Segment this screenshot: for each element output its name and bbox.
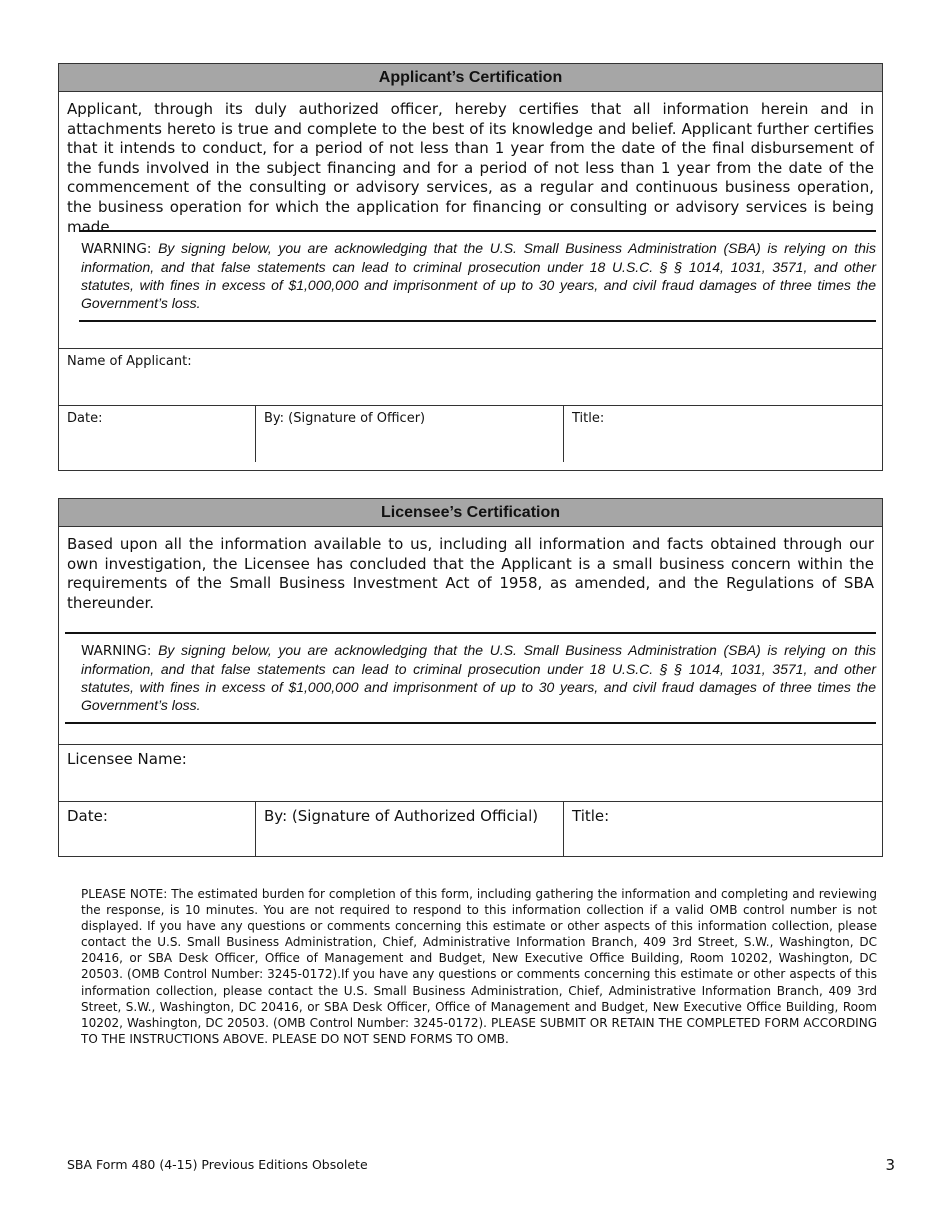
applicant-title-field[interactable]: Title: bbox=[572, 411, 605, 426]
licensee-signature-field[interactable]: By: (Signature of Authorized Official) bbox=[256, 802, 564, 857]
applicant-signature-row bbox=[59, 405, 882, 462]
applicant-signature-field[interactable]: By: (Signature of Officer) bbox=[256, 406, 564, 462]
licensee-certification-heading: Licensee’s Certification bbox=[59, 499, 882, 527]
applicant-certification-heading: Applicant’s Certification bbox=[59, 64, 882, 92]
licensee-date-field[interactable]: Date: bbox=[59, 802, 256, 857]
licensee-signature-row bbox=[59, 801, 882, 857]
burden-notice: PLEASE NOTE: The estimated burden for completion of this form, including gathering the information and completing and reviewing the response, is 10 minutes. You are not required to respond to this information collection if a valid OMB control number is not displayed. If you have any questions or comments concerning this estimate or other aspects of this information collection, please contact the U.S. Small Business Administration, Chief, Administrative Information Branch, 409 3rd Street, S.W., Washington, DC 20416, or SBA Desk Officer, Office of Management and Budget, New Executive Office Building, Room 10202, Washington, DC 20503. (OMB Control Number: 3245-0172).If you have any questions or comments concerning this estimate or other aspects of this information collection, please contact the U.S. Small Business Administration, Chief, Administrative Information Branch, 409 3rd Street, S.W., Washington, DC 20416, or SBA Desk Officer, Office of Management and Budget, New Executive Office Building, Room 10202, Washington, DC 20503. (OMB Control Number: 3245-0172). PLEASE SUBMIT OR RETAIN THE COMPLETED FORM ACCORDING TO THE INSTRUCTIONS ABOVE. PLEASE DO NOT SEND FORMS TO OMB. bbox=[81, 887, 877, 1046]
licensee-title-field[interactable]: Title: bbox=[572, 807, 610, 825]
applicant-certification-text: Applicant, through its duly authorized officer, hereby certifies that all information herein and in attachments hereto is true and complete to the best of its knowledge and belief. Applicant further certifies that it intends to conduct, for a period of not less than 1 year from the date of the final disbursement of the funds involved in the subject financing and for a period of not less than 1 year from the date of the commencement of the consulting or advisory services, as a regular and continuous business operation, the business operation for which the application for financing or consulting or advisory services is being made. bbox=[67, 100, 874, 236]
form-footer: SBA Form 480 (4-15) Previous Editions Obsolete bbox=[67, 1157, 368, 1172]
applicant-warning bbox=[79, 230, 876, 322]
licensee-name-row bbox=[59, 744, 882, 801]
applicant-name-row bbox=[59, 348, 882, 405]
warning-label: WARNING: bbox=[81, 241, 152, 257]
applicant-name-field[interactable]: Name of Applicant: bbox=[67, 354, 192, 369]
licensee-name-field[interactable]: Licensee Name: bbox=[67, 750, 187, 768]
licensee-warning bbox=[65, 632, 876, 724]
licensee-certification-section bbox=[58, 498, 883, 857]
warning-text: By signing below, you are acknowledging that the U.S. Small Business Administration (SBA) is relying on this information, and that false statements can lead to criminal prosecution under 18 U.S.C. § § 1014, 1031, 3571, and other statutes, with fines in excess of $1,000,000 and imprisonment of up to 30 years, and civil fraud damages of three times the Government’s loss. bbox=[81, 240, 877, 311]
warning-label: WARNING: bbox=[81, 643, 152, 659]
licensee-certification-text: Based upon all the information available to us, including all information and facts obtained through our own investigation, the Licensee has concluded that the Applicant is a small business concern within the requirements of the Small Business Investment Act of 1958, as amended, and the Regulations of SBA thereunder. bbox=[67, 535, 874, 612]
applicant-certification-section bbox=[58, 63, 883, 471]
warning-text: By signing below, you are acknowledging that the U.S. Small Business Administration (SBA) is relying on this information, and that false statements can lead to criminal prosecution under 18 U.S.C. § § 1014, 1031, 3571, and other statutes, with fines in excess of $1,000,000 and imprisonment of up to 30 years, and civil fraud damages of three times the Government’s loss. bbox=[81, 642, 877, 713]
applicant-date-field[interactable]: Date: bbox=[59, 406, 256, 462]
page-number: 3 bbox=[885, 1156, 895, 1174]
